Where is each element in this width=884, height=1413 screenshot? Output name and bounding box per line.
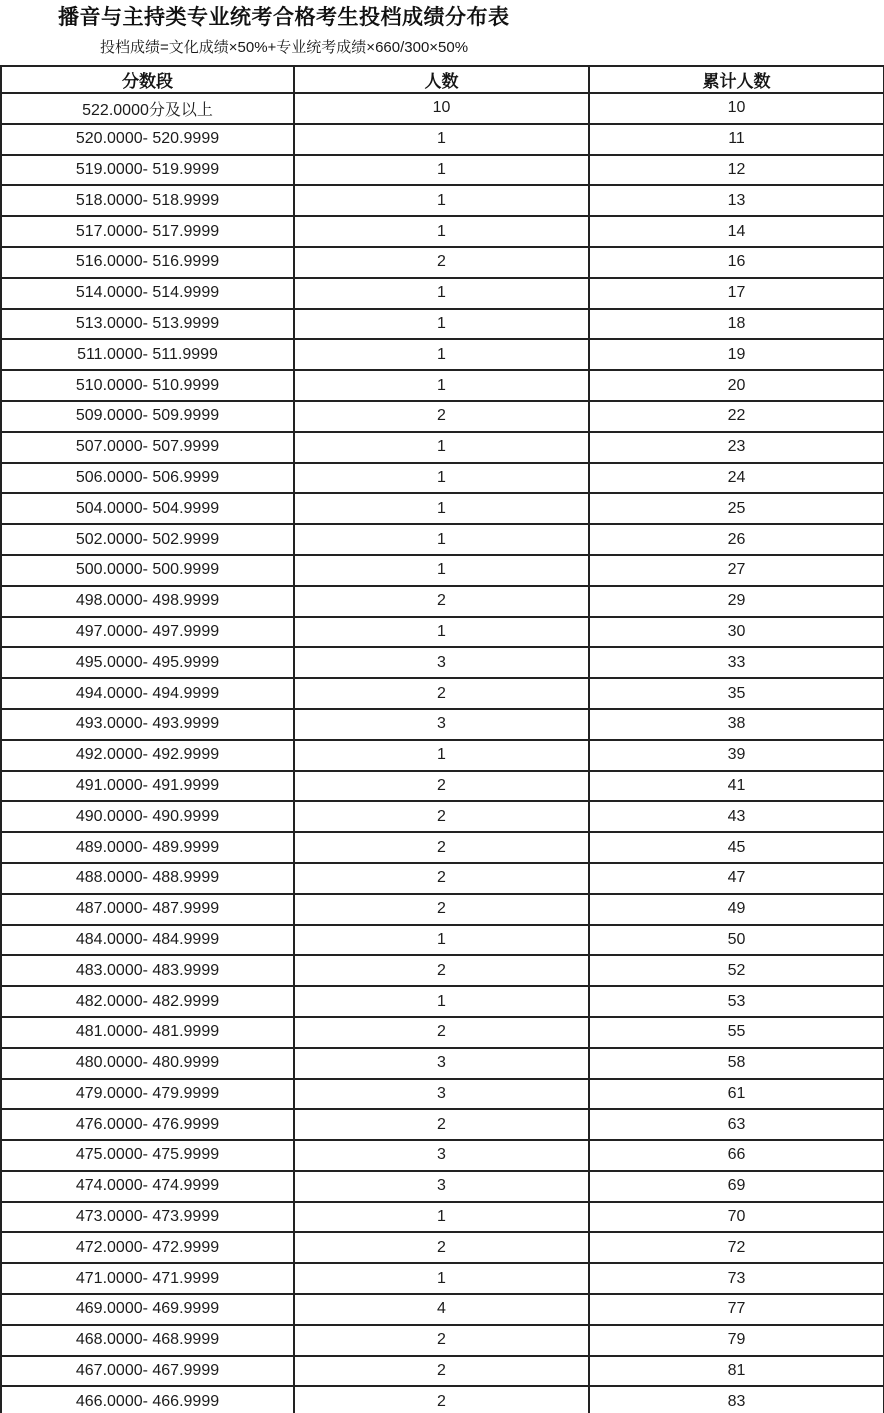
table-row <box>1 1294 884 1325</box>
count-cell: 3 <box>294 1048 589 1079</box>
cumulative-count-cell: 11 <box>589 124 884 155</box>
cumulative-count-cell: 72 <box>589 1232 884 1263</box>
count-cell: 2 <box>294 832 589 863</box>
cumulative-count-cell: 18 <box>589 309 884 340</box>
count-cell: 1 <box>294 740 589 771</box>
score-range-cell: 504.0000- 504.9999 <box>1 493 294 524</box>
score-range-cell: 520.0000- 520.9999 <box>1 124 294 155</box>
count-cell: 1 <box>294 493 589 524</box>
count-cell: 2 <box>294 1325 589 1356</box>
count-cell: 2 <box>294 955 589 986</box>
table-row <box>1 1171 884 1202</box>
score-range-cell: 483.0000- 483.9999 <box>1 955 294 986</box>
score-range-cell: 511.0000- 511.9999 <box>1 339 294 370</box>
cumulative-count-cell: 20 <box>589 370 884 401</box>
score-range-cell: 514.0000- 514.9999 <box>1 278 294 309</box>
count-cell: 1 <box>294 524 589 555</box>
table-row <box>1 1325 884 1356</box>
table-row <box>1 432 884 463</box>
cumulative-count-cell: 27 <box>589 555 884 586</box>
cumulative-count-cell: 61 <box>589 1079 884 1110</box>
table-row <box>1 463 884 494</box>
cumulative-count-cell: 52 <box>589 955 884 986</box>
cumulative-count-cell: 43 <box>589 801 884 832</box>
header-count: 人数 <box>294 66 589 93</box>
count-cell: 1 <box>294 925 589 956</box>
table-row <box>1 678 884 709</box>
table-row <box>1 925 884 956</box>
cumulative-count-cell: 45 <box>589 832 884 863</box>
table-row <box>1 894 884 925</box>
cumulative-count-cell: 35 <box>589 678 884 709</box>
cumulative-count-cell: 24 <box>589 463 884 494</box>
count-cell: 2 <box>294 1232 589 1263</box>
score-range-cell: 513.0000- 513.9999 <box>1 309 294 340</box>
cumulative-count-cell: 47 <box>589 863 884 894</box>
table-row <box>1 740 884 771</box>
count-cell: 2 <box>294 1356 589 1387</box>
cumulative-count-cell: 33 <box>589 647 884 678</box>
score-range-cell: 475.0000- 475.9999 <box>1 1140 294 1171</box>
count-cell: 10 <box>294 93 589 124</box>
table-row <box>1 278 884 309</box>
score-range-cell: 493.0000- 493.9999 <box>1 709 294 740</box>
count-cell: 2 <box>294 1386 589 1413</box>
count-cell: 1 <box>294 370 589 401</box>
score-range-cell: 518.0000- 518.9999 <box>1 185 294 216</box>
table-row <box>1 493 884 524</box>
table-row <box>1 709 884 740</box>
count-cell: 4 <box>294 1294 589 1325</box>
count-cell: 1 <box>294 155 589 186</box>
table-row <box>1 155 884 186</box>
table-row <box>1 216 884 247</box>
score-range-cell: 466.0000- 466.9999 <box>1 1386 294 1413</box>
cumulative-count-cell: 25 <box>589 493 884 524</box>
table-header-row <box>1 66 884 93</box>
cumulative-count-cell: 26 <box>589 524 884 555</box>
cumulative-count-cell: 19 <box>589 339 884 370</box>
table-row <box>1 1079 884 1110</box>
score-range-cell: 516.0000- 516.9999 <box>1 247 294 278</box>
cumulative-count-cell: 23 <box>589 432 884 463</box>
count-cell: 2 <box>294 771 589 802</box>
cumulative-count-cell: 39 <box>589 740 884 771</box>
count-cell: 1 <box>294 278 589 309</box>
score-range-cell: 481.0000- 481.9999 <box>1 1017 294 1048</box>
table-row <box>1 1263 884 1294</box>
score-range-cell: 495.0000- 495.9999 <box>1 647 294 678</box>
table-row <box>1 586 884 617</box>
count-cell: 3 <box>294 647 589 678</box>
count-cell: 2 <box>294 401 589 432</box>
cumulative-count-cell: 77 <box>589 1294 884 1325</box>
table-row <box>1 801 884 832</box>
score-distribution-table <box>0 65 884 1413</box>
score-range-cell: 507.0000- 507.9999 <box>1 432 294 463</box>
count-cell: 3 <box>294 1140 589 1171</box>
cumulative-count-cell: 38 <box>589 709 884 740</box>
table-row <box>1 771 884 802</box>
header-cumulative-count: 累计人数 <box>589 66 884 93</box>
cumulative-count-cell: 30 <box>589 617 884 648</box>
score-range-cell: 497.0000- 497.9999 <box>1 617 294 648</box>
table-row <box>1 1048 884 1079</box>
table-row <box>1 955 884 986</box>
score-range-cell: 468.0000- 468.9999 <box>1 1325 294 1356</box>
count-cell: 1 <box>294 555 589 586</box>
score-range-cell: 472.0000- 472.9999 <box>1 1232 294 1263</box>
table-body <box>1 93 884 1413</box>
count-cell: 1 <box>294 986 589 1017</box>
cumulative-count-cell: 50 <box>589 925 884 956</box>
cumulative-count-cell: 58 <box>589 1048 884 1079</box>
score-distribution-document <box>0 4 884 1413</box>
table-row <box>1 1017 884 1048</box>
score-range-cell: 491.0000- 491.9999 <box>1 771 294 802</box>
cumulative-count-cell: 66 <box>589 1140 884 1171</box>
cumulative-count-cell: 81 <box>589 1356 884 1387</box>
count-cell: 2 <box>294 247 589 278</box>
cumulative-count-cell: 22 <box>589 401 884 432</box>
score-range-cell: 479.0000- 479.9999 <box>1 1079 294 1110</box>
score-range-cell: 498.0000- 498.9999 <box>1 586 294 617</box>
score-range-cell: 490.0000- 490.9999 <box>1 801 294 832</box>
table-row <box>1 370 884 401</box>
score-range-cell: 489.0000- 489.9999 <box>1 832 294 863</box>
count-cell: 1 <box>294 309 589 340</box>
table-row <box>1 247 884 278</box>
table-row <box>1 863 884 894</box>
cumulative-count-cell: 73 <box>589 1263 884 1294</box>
table-row <box>1 93 884 124</box>
cumulative-count-cell: 49 <box>589 894 884 925</box>
count-cell: 2 <box>294 894 589 925</box>
count-cell: 2 <box>294 678 589 709</box>
table-row <box>1 1386 884 1413</box>
table-row <box>1 1140 884 1171</box>
score-range-cell: 467.0000- 467.9999 <box>1 1356 294 1387</box>
score-range-cell: 494.0000- 494.9999 <box>1 678 294 709</box>
cumulative-count-cell: 17 <box>589 278 884 309</box>
score-range-cell: 502.0000- 502.9999 <box>1 524 294 555</box>
cumulative-count-cell: 63 <box>589 1109 884 1140</box>
score-range-cell: 469.0000- 469.9999 <box>1 1294 294 1325</box>
cumulative-count-cell: 41 <box>589 771 884 802</box>
cumulative-count-cell: 12 <box>589 155 884 186</box>
table-row <box>1 339 884 370</box>
score-range-cell: 492.0000- 492.9999 <box>1 740 294 771</box>
table-row <box>1 185 884 216</box>
table-row <box>1 647 884 678</box>
table-row <box>1 617 884 648</box>
count-cell: 2 <box>294 863 589 894</box>
count-cell: 1 <box>294 339 589 370</box>
cumulative-count-cell: 10 <box>589 93 884 124</box>
count-cell: 3 <box>294 709 589 740</box>
score-range-cell: 509.0000- 509.9999 <box>1 401 294 432</box>
score-range-cell: 522.0000分及以上 <box>1 93 294 124</box>
cumulative-count-cell: 53 <box>589 986 884 1017</box>
score-range-cell: 482.0000- 482.9999 <box>1 986 294 1017</box>
count-cell: 1 <box>294 1263 589 1294</box>
count-cell: 3 <box>294 1079 589 1110</box>
score-range-cell: 473.0000- 473.9999 <box>1 1202 294 1233</box>
header-score-range: 分数段 <box>1 66 294 93</box>
cumulative-count-cell: 79 <box>589 1325 884 1356</box>
count-cell: 1 <box>294 463 589 494</box>
score-range-cell: 488.0000- 488.9999 <box>1 863 294 894</box>
count-cell: 2 <box>294 1017 589 1048</box>
table-row <box>1 1232 884 1263</box>
table-row <box>1 124 884 155</box>
count-cell: 1 <box>294 124 589 155</box>
score-range-cell: 487.0000- 487.9999 <box>1 894 294 925</box>
score-range-cell: 510.0000- 510.9999 <box>1 370 294 401</box>
cumulative-count-cell: 55 <box>589 1017 884 1048</box>
table-row <box>1 401 884 432</box>
count-cell: 1 <box>294 216 589 247</box>
page-title: 播音与主持类专业统考合格考生投档成绩分布表 <box>58 6 510 29</box>
count-cell: 3 <box>294 1171 589 1202</box>
count-cell: 2 <box>294 586 589 617</box>
cumulative-count-cell: 29 <box>589 586 884 617</box>
table-row <box>1 524 884 555</box>
score-range-cell: 471.0000- 471.9999 <box>1 1263 294 1294</box>
table-row <box>1 986 884 1017</box>
count-cell: 1 <box>294 185 589 216</box>
count-cell: 1 <box>294 432 589 463</box>
score-range-cell: 476.0000- 476.9999 <box>1 1109 294 1140</box>
table-row <box>1 1356 884 1387</box>
count-cell: 1 <box>294 1202 589 1233</box>
cumulative-count-cell: 16 <box>589 247 884 278</box>
cumulative-count-cell: 69 <box>589 1171 884 1202</box>
count-cell: 2 <box>294 801 589 832</box>
cumulative-count-cell: 13 <box>589 185 884 216</box>
table-row <box>1 1109 884 1140</box>
count-cell: 1 <box>294 617 589 648</box>
score-range-cell: 517.0000- 517.9999 <box>1 216 294 247</box>
score-formula-subtitle: 投档成绩=文化成绩×50%+专业统考成绩×660/300×50% <box>100 39 469 56</box>
table-row <box>1 1202 884 1233</box>
score-range-cell: 500.0000- 500.9999 <box>1 555 294 586</box>
score-range-cell: 484.0000- 484.9999 <box>1 925 294 956</box>
cumulative-count-cell: 83 <box>589 1386 884 1413</box>
score-range-cell: 474.0000- 474.9999 <box>1 1171 294 1202</box>
score-range-cell: 506.0000- 506.9999 <box>1 463 294 494</box>
cumulative-count-cell: 70 <box>589 1202 884 1233</box>
table-row <box>1 832 884 863</box>
table-row <box>1 555 884 586</box>
score-range-cell: 480.0000- 480.9999 <box>1 1048 294 1079</box>
score-range-cell: 519.0000- 519.9999 <box>1 155 294 186</box>
table-row <box>1 309 884 340</box>
count-cell: 2 <box>294 1109 589 1140</box>
cumulative-count-cell: 14 <box>589 216 884 247</box>
